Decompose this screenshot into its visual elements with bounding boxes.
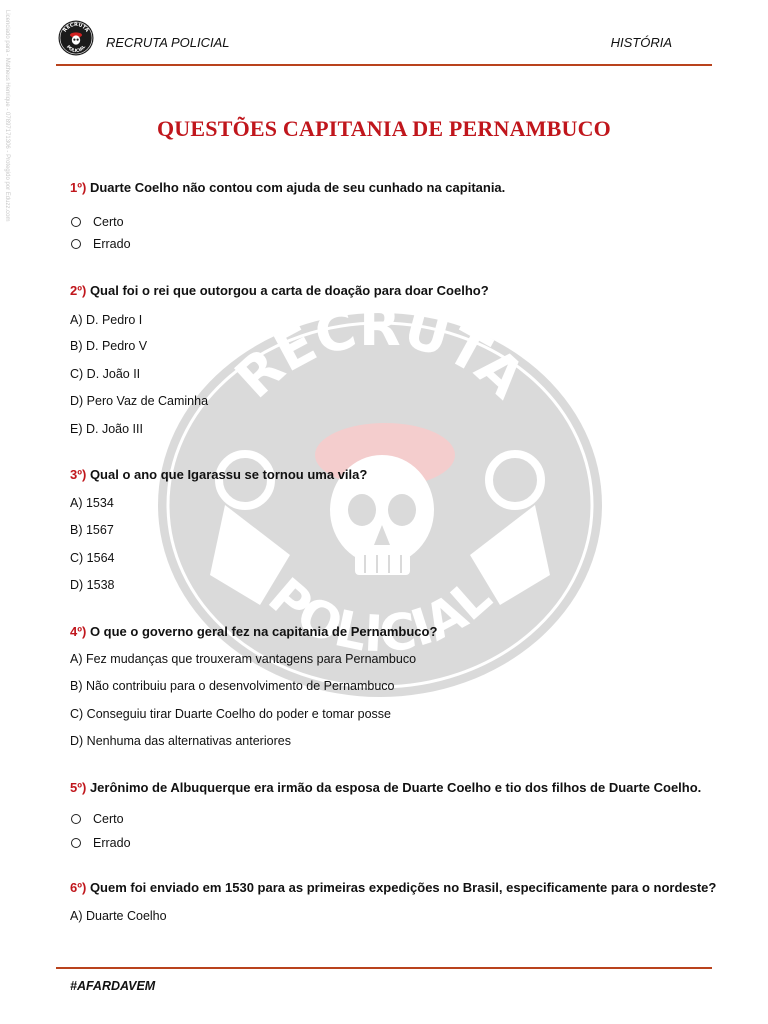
answer-option: A) 1534 bbox=[70, 496, 114, 510]
answer-option[interactable] bbox=[70, 237, 131, 251]
question-text: Jerônimo de Albuquerque era irmão da esposa de Duarte Coelho e tio dos filhos de Duarte Coelho. bbox=[89, 780, 702, 795]
answer-option[interactable] bbox=[70, 215, 124, 229]
answer-option[interactable] bbox=[70, 812, 124, 826]
question-3 bbox=[70, 467, 367, 482]
license-text: Licenciado para - Matheus Henrique - 07897171306 - Protegido por Eduzz.com bbox=[4, 10, 10, 222]
answer-option: C) Conseguiu tirar Duarte Coelho do poder e tomar posse bbox=[70, 707, 392, 721]
question-number: 4º) bbox=[70, 624, 87, 639]
watermark-top-text: RECRUTA bbox=[223, 305, 537, 411]
radio-circle-icon[interactable] bbox=[71, 814, 81, 824]
answer-option: D) 1538 bbox=[70, 578, 115, 592]
answer-option: C) D. João II bbox=[70, 367, 141, 381]
question-number: 1º) bbox=[70, 180, 87, 195]
option-label: Certo bbox=[93, 812, 124, 826]
question-text: Qual o ano que Igarassu se tornou uma vila? bbox=[89, 467, 368, 482]
radio-circle-icon[interactable] bbox=[71, 239, 81, 249]
question-text: Qual foi o rei que outorgou a carta de doação para doar Coelho? bbox=[89, 283, 489, 298]
recruta-policial-watermark bbox=[150, 305, 610, 705]
question-number: 5º) bbox=[70, 780, 87, 795]
question-number: 6º) bbox=[70, 880, 87, 895]
answer-option: B) 1567 bbox=[70, 523, 114, 537]
option-label: Errado bbox=[93, 237, 131, 251]
header-divider bbox=[56, 64, 712, 66]
answer-option: C) 1564 bbox=[70, 551, 115, 565]
question-1 bbox=[70, 180, 505, 195]
answer-option: E) D. João III bbox=[70, 422, 143, 436]
question-number: 2º) bbox=[70, 283, 87, 298]
page-header bbox=[56, 20, 712, 66]
answer-option: A) Fez mudanças que trouxeram vantagens para Pernambuco bbox=[70, 652, 417, 666]
question-text: Duarte Coelho não contou com ajuda de seu cunhado na capitania. bbox=[89, 180, 506, 195]
answer-option: D) Pero Vaz de Caminha bbox=[70, 394, 209, 408]
answer-option: A) Duarte Coelho bbox=[70, 909, 167, 923]
header-brand-title: RECRUTA POLICIAL bbox=[106, 35, 230, 50]
logo-top-text: RECRUTA bbox=[62, 21, 90, 34]
answer-option: D) Nenhuma das alternativas anteriores bbox=[70, 734, 291, 748]
question-number: 3º) bbox=[70, 467, 87, 482]
option-label: Errado bbox=[93, 836, 131, 850]
answer-option: A) D. Pedro I bbox=[70, 313, 143, 327]
answer-option: B) D. Pedro V bbox=[70, 339, 148, 353]
radio-circle-icon[interactable] bbox=[71, 217, 81, 227]
recruta-policial-logo-icon bbox=[58, 20, 94, 56]
question-4 bbox=[70, 624, 437, 639]
option-label: Certo bbox=[93, 215, 124, 229]
question-6 bbox=[70, 880, 716, 895]
question-2 bbox=[70, 283, 489, 298]
header-subject: HISTÓRIA bbox=[610, 35, 672, 50]
footer-hashtag: #AFARDAVEM bbox=[70, 979, 156, 993]
watermark-bottom-text: POLICIAL bbox=[257, 566, 503, 664]
logo-bottom-text: POLICIAL bbox=[64, 44, 88, 55]
footer-divider bbox=[56, 967, 712, 969]
radio-circle-icon[interactable] bbox=[71, 838, 81, 848]
answer-option[interactable] bbox=[70, 836, 131, 850]
page-title: QUESTÕES CAPITANIA DE PERNAMBUCO bbox=[157, 116, 611, 141]
answer-option: B) Não contribuiu para o desenvolvimento de Pernambuco bbox=[70, 679, 395, 693]
question-text: O que o governo geral fez na capitania de Pernambuco? bbox=[89, 624, 438, 639]
question-text: Quem foi enviado em 1530 para as primeiras expedições no Brasil, especificamente para o nordeste? bbox=[89, 880, 717, 895]
question-5 bbox=[70, 780, 701, 795]
